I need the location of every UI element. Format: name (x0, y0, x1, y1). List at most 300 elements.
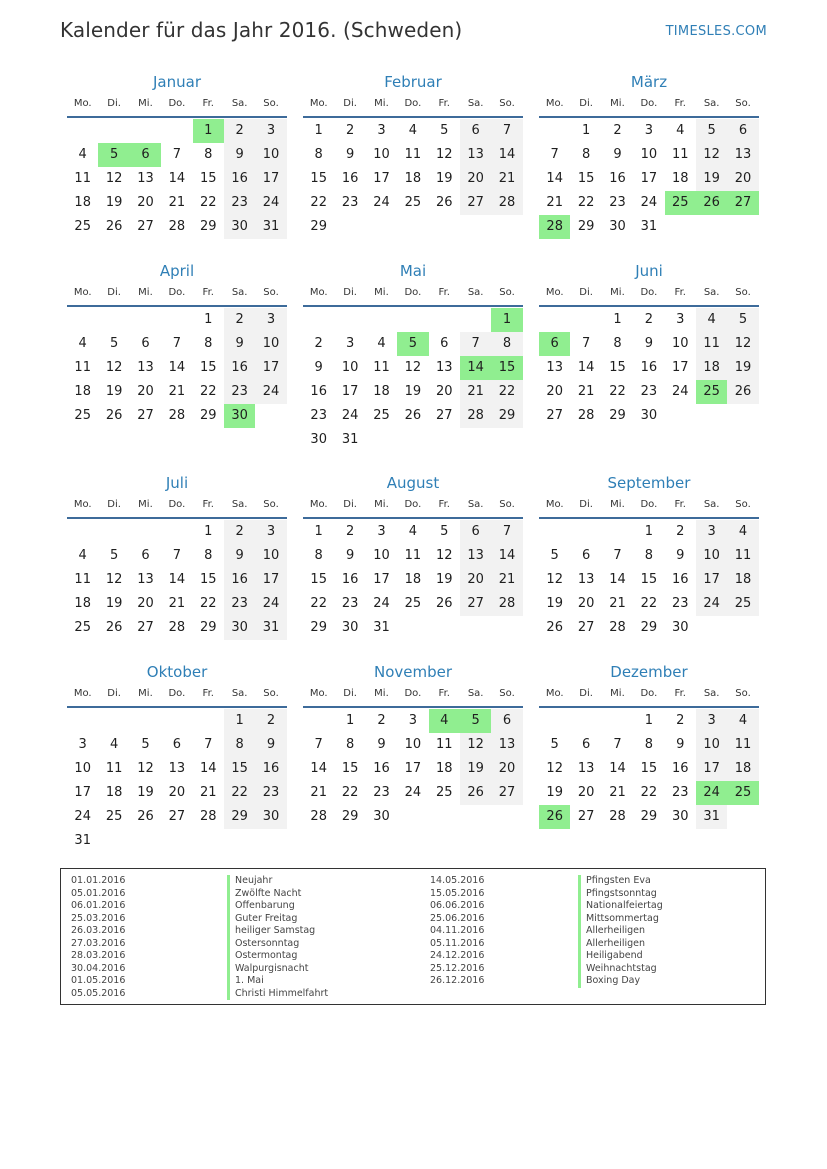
day-cell[interactable]: 9 (676, 737, 685, 752)
day-cell[interactable]: 30 (373, 809, 390, 824)
day-cell[interactable]: 20 (137, 195, 154, 210)
day-cell[interactable]: 9 (224, 332, 255, 356)
day-cell[interactable]: 11 (404, 147, 422, 162)
day-cell[interactable]: 8 (644, 737, 653, 752)
day-cell[interactable]: 29 (609, 408, 626, 423)
day-cell[interactable]: 21 (491, 167, 522, 191)
day-cell[interactable]: 27 (435, 408, 453, 423)
day-cell[interactable]: 13 (137, 171, 154, 186)
day-cell[interactable]: 9 (377, 737, 386, 752)
holiday-day-cell[interactable]: 25 (696, 380, 727, 404)
day-cell[interactable]: 2 (676, 524, 685, 539)
day-cell[interactable]: 4 (696, 308, 727, 332)
day-cell[interactable]: 3 (255, 119, 286, 143)
day-cell[interactable]: 13 (460, 544, 491, 568)
day-cell[interactable]: 11 (727, 733, 758, 757)
day-cell[interactable]: 24 (74, 809, 91, 824)
day-cell[interactable]: 27 (168, 809, 186, 824)
day-cell[interactable]: 24 (696, 592, 727, 616)
day-cell[interactable]: 22 (310, 596, 327, 611)
day-cell[interactable]: 29 (640, 809, 658, 824)
day-cell[interactable]: 15 (640, 572, 658, 587)
day-cell[interactable]: 24 (341, 408, 359, 423)
day-cell[interactable]: 25 (105, 809, 123, 824)
day-cell[interactable]: 5 (440, 524, 449, 539)
day-cell[interactable]: 7 (491, 119, 522, 143)
holiday-day-cell[interactable]: 30 (224, 404, 255, 428)
holiday-day-cell[interactable]: 5 (460, 709, 491, 733)
day-cell[interactable]: 23 (310, 408, 327, 423)
day-cell[interactable]: 28 (491, 191, 522, 215)
day-cell[interactable]: 10 (696, 544, 727, 568)
day-cell[interactable]: 20 (577, 596, 595, 611)
day-cell[interactable]: 9 (314, 360, 323, 375)
day-cell[interactable]: 4 (676, 123, 685, 138)
day-cell[interactable]: 12 (404, 360, 422, 375)
day-cell[interactable]: 2 (345, 524, 355, 539)
day-cell[interactable]: 28 (168, 408, 186, 423)
day-cell[interactable]: 24 (255, 592, 286, 616)
day-cell[interactable]: 31 (341, 432, 359, 447)
day-cell[interactable]: 6 (460, 119, 491, 143)
day-cell[interactable]: 8 (204, 336, 213, 351)
day-cell[interactable]: 27 (577, 809, 595, 824)
day-cell[interactable]: 26 (105, 408, 123, 423)
day-cell[interactable]: 27 (137, 219, 154, 234)
day-cell[interactable]: 1 (204, 312, 213, 327)
day-cell[interactable]: 26 (137, 809, 154, 824)
holiday-day-cell[interactable]: 4 (429, 709, 460, 733)
day-cell[interactable]: 2 (224, 119, 255, 143)
day-cell[interactable]: 2 (613, 123, 622, 138)
day-cell[interactable]: 8 (581, 147, 591, 162)
day-cell[interactable]: 27 (460, 191, 491, 215)
day-cell[interactable]: 8 (613, 336, 622, 351)
day-cell[interactable]: 31 (696, 805, 727, 829)
day-cell[interactable]: 14 (609, 761, 626, 776)
day-cell[interactable]: 7 (204, 737, 213, 752)
day-cell[interactable]: 5 (109, 548, 119, 563)
day-cell[interactable]: 3 (696, 709, 727, 733)
day-cell[interactable]: 12 (105, 360, 123, 375)
day-cell[interactable]: 10 (255, 544, 286, 568)
day-cell[interactable]: 11 (74, 171, 91, 186)
day-cell[interactable]: 6 (172, 737, 181, 752)
day-cell[interactable]: 4 (78, 548, 87, 563)
day-cell[interactable]: 1 (224, 709, 255, 733)
day-cell[interactable]: 4 (408, 123, 417, 138)
day-cell[interactable]: 14 (577, 360, 595, 375)
day-cell[interactable]: 10 (404, 737, 422, 752)
day-cell[interactable]: 2 (676, 713, 685, 728)
day-cell[interactable]: 28 (609, 809, 626, 824)
day-cell[interactable]: 30 (224, 215, 255, 239)
day-cell[interactable]: 21 (546, 195, 563, 210)
day-cell[interactable]: 24 (373, 596, 390, 611)
day-cell[interactable]: 9 (255, 733, 286, 757)
day-cell[interactable]: 20 (168, 785, 186, 800)
day-cell[interactable]: 29 (199, 620, 217, 635)
holiday-day-cell[interactable]: 5 (397, 332, 428, 356)
day-cell[interactable]: 10 (341, 360, 359, 375)
day-cell[interactable]: 27 (460, 592, 491, 616)
day-cell[interactable]: 28 (609, 620, 626, 635)
day-cell[interactable]: 3 (696, 520, 727, 544)
day-cell[interactable]: 6 (141, 336, 150, 351)
day-cell[interactable]: 11 (435, 737, 453, 752)
day-cell[interactable]: 11 (105, 761, 123, 776)
day-cell[interactable]: 24 (255, 191, 286, 215)
day-cell[interactable]: 30 (671, 809, 689, 824)
day-cell[interactable]: 1 (204, 524, 213, 539)
day-cell[interactable]: 22 (341, 785, 359, 800)
day-cell[interactable]: 13 (137, 572, 154, 587)
day-cell[interactable]: 3 (408, 713, 417, 728)
day-cell[interactable]: 9 (345, 147, 355, 162)
day-cell[interactable]: 1 (314, 524, 323, 539)
day-cell[interactable]: 26 (435, 596, 453, 611)
day-cell[interactable]: 1 (345, 713, 355, 728)
holiday-day-cell[interactable]: 26 (539, 805, 570, 829)
day-cell[interactable]: 23 (224, 380, 255, 404)
day-cell[interactable]: 20 (491, 757, 522, 781)
day-cell[interactable]: 10 (255, 332, 286, 356)
day-cell[interactable]: 27 (546, 408, 563, 423)
day-cell[interactable]: 16 (671, 572, 689, 587)
day-cell[interactable]: 17 (696, 757, 727, 781)
day-cell[interactable]: 17 (373, 572, 390, 587)
day-cell[interactable]: 16 (224, 167, 255, 191)
day-cell[interactable]: 16 (224, 568, 255, 592)
day-cell[interactable]: 30 (609, 219, 626, 234)
day-cell[interactable]: 28 (168, 219, 186, 234)
day-cell[interactable]: 22 (224, 781, 255, 805)
day-cell[interactable]: 14 (491, 143, 522, 167)
holiday-day-cell[interactable]: 1 (193, 119, 224, 143)
day-cell[interactable]: 27 (577, 620, 595, 635)
day-cell[interactable]: 8 (491, 332, 522, 356)
day-cell[interactable]: 4 (109, 737, 119, 752)
day-cell[interactable]: 11 (727, 544, 758, 568)
day-cell[interactable]: 26 (727, 380, 758, 404)
day-cell[interactable]: 6 (141, 548, 150, 563)
holiday-day-cell[interactable]: 14 (460, 356, 491, 380)
day-cell[interactable]: 20 (577, 785, 595, 800)
brand-link[interactable]: TIMESLES.COM (665, 24, 767, 39)
day-cell[interactable]: 15 (310, 171, 327, 186)
day-cell[interactable]: 1 (613, 312, 622, 327)
day-cell[interactable]: 18 (671, 171, 689, 186)
day-cell[interactable]: 3 (345, 336, 355, 351)
day-cell[interactable]: 28 (491, 592, 522, 616)
holiday-day-cell[interactable]: 1 (491, 308, 522, 332)
day-cell[interactable]: 10 (640, 147, 658, 162)
day-cell[interactable]: 12 (137, 761, 154, 776)
day-cell[interactable]: 24 (255, 380, 286, 404)
day-cell[interactable]: 20 (435, 384, 453, 399)
day-cell[interactable]: 21 (199, 785, 217, 800)
day-cell[interactable]: 20 (137, 384, 154, 399)
day-cell[interactable]: 12 (727, 332, 758, 356)
day-cell[interactable]: 22 (609, 384, 626, 399)
day-cell[interactable]: 3 (255, 520, 286, 544)
day-cell[interactable]: 16 (310, 384, 327, 399)
day-cell[interactable]: 19 (546, 785, 563, 800)
day-cell[interactable]: 18 (74, 195, 91, 210)
day-cell[interactable]: 12 (546, 761, 563, 776)
day-cell[interactable]: 17 (341, 384, 359, 399)
day-cell[interactable]: 6 (491, 709, 522, 733)
day-cell[interactable]: 7 (581, 336, 591, 351)
day-cell[interactable]: 2 (224, 308, 255, 332)
day-cell[interactable]: 11 (671, 147, 689, 162)
day-cell[interactable]: 6 (727, 119, 758, 143)
day-cell[interactable]: 26 (105, 620, 123, 635)
day-cell[interactable]: 7 (314, 737, 323, 752)
holiday-day-cell[interactable]: 24 (696, 781, 727, 805)
day-cell[interactable]: 3 (676, 312, 685, 327)
day-cell[interactable]: 23 (341, 195, 359, 210)
day-cell[interactable]: 23 (341, 596, 359, 611)
day-cell[interactable]: 5 (727, 308, 758, 332)
day-cell[interactable]: 12 (460, 733, 491, 757)
day-cell[interactable]: 18 (696, 356, 727, 380)
day-cell[interactable]: 10 (373, 147, 390, 162)
day-cell[interactable]: 30 (671, 620, 689, 635)
day-cell[interactable]: 21 (609, 596, 626, 611)
day-cell[interactable]: 9 (644, 336, 653, 351)
day-cell[interactable]: 19 (435, 572, 453, 587)
day-cell[interactable]: 13 (460, 143, 491, 167)
day-cell[interactable]: 25 (435, 785, 453, 800)
day-cell[interactable]: 14 (609, 572, 626, 587)
day-cell[interactable]: 12 (105, 171, 123, 186)
day-cell[interactable]: 9 (224, 544, 255, 568)
day-cell[interactable]: 17 (404, 761, 422, 776)
day-cell[interactable]: 25 (373, 408, 390, 423)
day-cell[interactable]: 19 (404, 384, 422, 399)
day-cell[interactable]: 22 (199, 195, 217, 210)
day-cell[interactable]: 25 (404, 195, 422, 210)
day-cell[interactable]: 30 (255, 805, 286, 829)
day-cell[interactable]: 15 (199, 572, 217, 587)
day-cell[interactable]: 18 (435, 761, 453, 776)
day-cell[interactable]: 4 (727, 709, 758, 733)
day-cell[interactable]: 17 (373, 171, 390, 186)
day-cell[interactable]: 9 (676, 548, 685, 563)
day-cell[interactable]: 1 (581, 123, 591, 138)
day-cell[interactable]: 17 (696, 568, 727, 592)
day-cell[interactable]: 19 (105, 195, 123, 210)
day-cell[interactable]: 28 (310, 809, 327, 824)
day-cell[interactable]: 2 (314, 336, 323, 351)
day-cell[interactable]: 2 (224, 520, 255, 544)
day-cell[interactable]: 28 (199, 809, 217, 824)
day-cell[interactable]: 5 (550, 737, 559, 752)
day-cell[interactable]: 24 (671, 384, 689, 399)
day-cell[interactable]: 5 (550, 548, 559, 563)
day-cell[interactable]: 26 (404, 408, 422, 423)
day-cell[interactable]: 8 (204, 548, 213, 563)
day-cell[interactable]: 22 (199, 384, 217, 399)
day-cell[interactable]: 15 (640, 761, 658, 776)
day-cell[interactable]: 21 (460, 380, 491, 404)
day-cell[interactable]: 24 (640, 195, 658, 210)
day-cell[interactable]: 12 (435, 548, 453, 563)
day-cell[interactable]: 14 (546, 171, 563, 186)
day-cell[interactable]: 27 (491, 781, 522, 805)
holiday-day-cell[interactable]: 15 (491, 356, 522, 380)
day-cell[interactable]: 14 (168, 572, 186, 587)
day-cell[interactable]: 31 (74, 833, 91, 848)
day-cell[interactable]: 23 (671, 596, 689, 611)
day-cell[interactable]: 23 (255, 781, 286, 805)
day-cell[interactable]: 10 (255, 143, 286, 167)
day-cell[interactable]: 8 (204, 147, 213, 162)
day-cell[interactable]: 21 (491, 568, 522, 592)
day-cell[interactable]: 16 (373, 761, 390, 776)
day-cell[interactable]: 25 (74, 408, 91, 423)
day-cell[interactable]: 29 (640, 620, 658, 635)
day-cell[interactable]: 12 (696, 143, 727, 167)
day-cell[interactable]: 31 (640, 219, 658, 234)
day-cell[interactable]: 7 (613, 548, 622, 563)
day-cell[interactable]: 9 (224, 143, 255, 167)
day-cell[interactable]: 19 (727, 356, 758, 380)
day-cell[interactable]: 7 (491, 520, 522, 544)
day-cell[interactable]: 19 (137, 785, 154, 800)
day-cell[interactable]: 30 (640, 408, 658, 423)
day-cell[interactable]: 16 (609, 171, 626, 186)
day-cell[interactable]: 7 (172, 548, 181, 563)
day-cell[interactable]: 22 (577, 195, 595, 210)
day-cell[interactable]: 3 (377, 524, 386, 539)
day-cell[interactable]: 5 (696, 119, 727, 143)
day-cell[interactable]: 18 (404, 572, 422, 587)
holiday-day-cell[interactable]: 6 (539, 332, 570, 356)
day-cell[interactable]: 8 (314, 147, 323, 162)
day-cell[interactable]: 15 (224, 757, 255, 781)
day-cell[interactable]: 19 (435, 171, 453, 186)
day-cell[interactable]: 15 (199, 171, 217, 186)
day-cell[interactable]: 25 (74, 620, 91, 635)
day-cell[interactable]: 4 (78, 336, 87, 351)
day-cell[interactable]: 11 (404, 548, 422, 563)
day-cell[interactable]: 13 (577, 761, 595, 776)
day-cell[interactable]: 14 (310, 761, 327, 776)
day-cell[interactable]: 8 (644, 548, 653, 563)
day-cell[interactable]: 5 (109, 336, 119, 351)
day-cell[interactable]: 26 (460, 781, 491, 805)
day-cell[interactable]: 17 (74, 785, 91, 800)
day-cell[interactable]: 16 (341, 572, 359, 587)
day-cell[interactable]: 22 (640, 785, 658, 800)
day-cell[interactable]: 3 (255, 308, 286, 332)
day-cell[interactable]: 18 (404, 171, 422, 186)
day-cell[interactable]: 9 (613, 147, 622, 162)
day-cell[interactable]: 23 (373, 785, 390, 800)
day-cell[interactable]: 3 (644, 123, 653, 138)
day-cell[interactable]: 25 (74, 219, 91, 234)
day-cell[interactable]: 21 (310, 785, 327, 800)
day-cell[interactable]: 4 (377, 336, 386, 351)
day-cell[interactable]: 13 (435, 360, 453, 375)
day-cell[interactable]: 18 (105, 785, 123, 800)
day-cell[interactable]: 27 (137, 620, 154, 635)
day-cell[interactable]: 19 (105, 596, 123, 611)
day-cell[interactable]: 6 (440, 336, 449, 351)
day-cell[interactable]: 20 (137, 596, 154, 611)
day-cell[interactable]: 18 (373, 384, 390, 399)
day-cell[interactable]: 30 (310, 432, 327, 447)
day-cell[interactable]: 13 (137, 360, 154, 375)
day-cell[interactable]: 18 (727, 757, 758, 781)
day-cell[interactable]: 15 (341, 761, 359, 776)
day-cell[interactable]: 29 (310, 620, 327, 635)
day-cell[interactable]: 14 (168, 171, 186, 186)
day-cell[interactable]: 8 (224, 733, 255, 757)
day-cell[interactable]: 26 (435, 195, 453, 210)
day-cell[interactable]: 3 (377, 123, 386, 138)
day-cell[interactable]: 18 (727, 568, 758, 592)
day-cell[interactable]: 13 (168, 761, 186, 776)
day-cell[interactable]: 6 (460, 520, 491, 544)
day-cell[interactable]: 20 (460, 568, 491, 592)
day-cell[interactable]: 5 (440, 123, 449, 138)
day-cell[interactable]: 15 (577, 171, 595, 186)
day-cell[interactable]: 10 (74, 761, 91, 776)
day-cell[interactable]: 4 (78, 147, 87, 162)
day-cell[interactable]: 23 (640, 384, 658, 399)
day-cell[interactable]: 21 (609, 785, 626, 800)
day-cell[interactable]: 19 (696, 167, 727, 191)
day-cell[interactable]: 7 (172, 147, 181, 162)
day-cell[interactable]: 27 (137, 408, 154, 423)
day-cell[interactable]: 20 (546, 384, 563, 399)
day-cell[interactable]: 10 (373, 548, 390, 563)
day-cell[interactable]: 23 (224, 191, 255, 215)
day-cell[interactable]: 8 (345, 737, 355, 752)
day-cell[interactable]: 12 (105, 572, 123, 587)
day-cell[interactable]: 22 (310, 195, 327, 210)
day-cell[interactable]: 18 (74, 384, 91, 399)
day-cell[interactable]: 31 (255, 616, 286, 640)
day-cell[interactable]: 30 (224, 616, 255, 640)
day-cell[interactable]: 3 (78, 737, 87, 752)
day-cell[interactable]: 29 (310, 219, 327, 234)
day-cell[interactable]: 2 (255, 709, 286, 733)
day-cell[interactable]: 4 (408, 524, 417, 539)
day-cell[interactable]: 11 (373, 360, 390, 375)
day-cell[interactable]: 21 (168, 195, 186, 210)
day-cell[interactable]: 19 (105, 384, 123, 399)
day-cell[interactable]: 1 (644, 524, 653, 539)
day-cell[interactable]: 12 (435, 147, 453, 162)
holiday-day-cell[interactable]: 6 (130, 143, 161, 167)
holiday-day-cell[interactable]: 5 (98, 143, 129, 167)
day-cell[interactable]: 20 (460, 167, 491, 191)
day-cell[interactable]: 17 (255, 167, 286, 191)
day-cell[interactable]: 20 (727, 167, 758, 191)
day-cell[interactable]: 9 (345, 548, 355, 563)
day-cell[interactable]: 21 (577, 384, 595, 399)
day-cell[interactable]: 8 (314, 548, 323, 563)
holiday-day-cell[interactable]: 26 (696, 191, 727, 215)
day-cell[interactable]: 22 (640, 596, 658, 611)
day-cell[interactable]: 4 (727, 520, 758, 544)
day-cell[interactable]: 21 (168, 384, 186, 399)
day-cell[interactable]: 15 (199, 360, 217, 375)
